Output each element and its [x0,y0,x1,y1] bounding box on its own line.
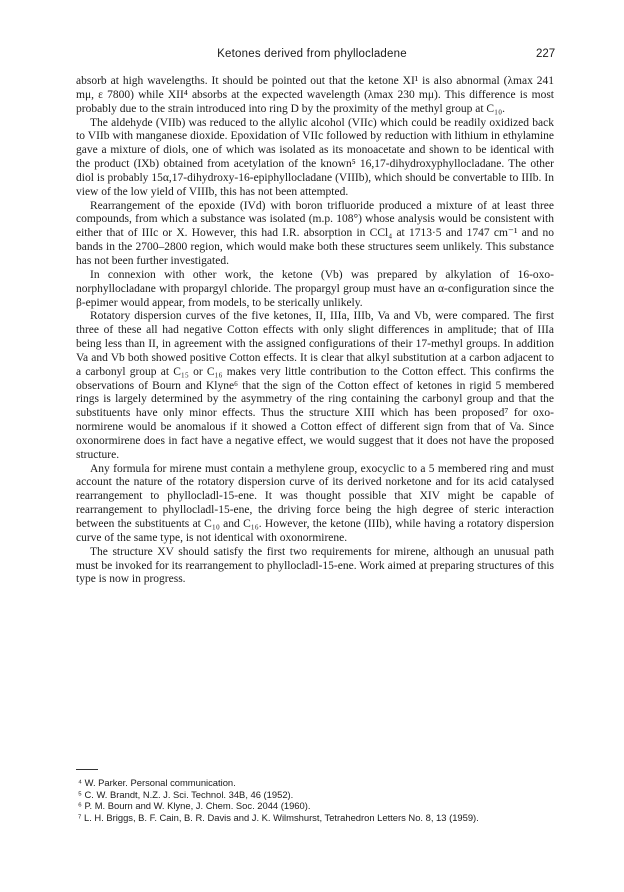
paragraph-6: Any formula for mirene must contain a methylene group, exocyclic to a 5 membered ring and must account the nature of the rotatory dispersion curve of its derived norketone and for its acid catalysed rearrangement to phyllocladl-15-ene. It was thought possible that XIV might be capable of rearrangement to phyllocladl-15-ene, the driving force being the high degree of steric interaction between the substituents at C₁₀ and C₁₆. However, the ketone (IIIb), while having a rotatory dispersion curve of the same type, is not identical with oxonormirene. [76,462,554,544]
footnotes [78,777,554,823]
footnote-6: ⁶ P. M. Bourn and W. Klyne, J. Chem. Soc. 2044 (1960). [78,800,311,811]
paragraph-3: Rearrangement of the epoxide (IVd) with boron trifluoride produced a mixture of at least three compounds, from which a substance was isolated (m.p. 108°) whose analysis would be consistent with either that of IIIc or X. However, this had I.R. absorption in CCl₄ at 1713·5 and 1747 cm⁻¹ and no bands in the 2700–2800 region, which would make both these structures seem unlikely. This substance has not been further investigated. [76,199,554,267]
footnote-rule [76,769,98,770]
article-body [76,75,554,587]
paragraph-4: In connexion with other work, the ketone (Vb) was prepared by alkylation of 16-oxo-norphyllocladane with propargyl chloride. The propargyl group must have an α-configuration since the β-epimer would appear, from models, to be sterically unlikely. [76,268,554,309]
page-number: 227 [536,48,556,60]
paragraph-5: Rotatory dispersion curves of the five ketones, II, IIIa, IIIb, Va and Vb, were compared. The first three of these all had negative Cotton effects with only slight differences in amplitude; that of IIIa being less than II, in agreement with the assigned configurations of their 17-methyl groups. In addition Va and Vb both showed positive Cotton effects. It is clear that alkyl substitution at a carbon adjacent to a carbonyl group at C₁₅ or C₁₆ makes very little contribution to the Cotton effect. This confirms the observations of Bourn and Klyne⁶ that the sign of the Cotton effect of ketones in rigid 5 membered rings is largely determined by the asymmetry of the ring containing the carbonyl group and that the substituents have only minor effects. Thus the structure XIII which has been proposed⁷ for oxo-normirene would be anomalous if it showed a Cotton effect of different sign from that of Va. Since oxonormirene does in fact have a negative effect, we would suggest that it does not have the proposed structure. [76,310,554,461]
paragraph-1: absorb at high wavelengths. It should be pointed out that the ketone XI¹ is also abnormal (λmax 241 mμ, ε 7800) while XII⁴ absorbs at the expected wavelength (λmax 230 mμ). This difference is most probably due to the strain introduced into ring D by the proximity of the methyl group at C₁₀. [76,75,554,115]
footnote-4: ⁴ W. Parker. Personal communication. [78,777,236,788]
paragraph-7: The structure XV should satisfy the first two requirements for mirene, although an unusual path must be invoked for its rearrangement to phyllocladl-15-ene. Work aimed at preparing structures of this type is now in progress. [76,545,554,586]
footnote-5: ⁵ C. W. Brandt, N.Z. J. Sci. Technol. 34B, 46 (1952). [78,788,294,800]
footnote-7: ⁷ L. H. Briggs, B. F. Cain, B. R. Davis and J. K. Wilmshurst, Tetrahedron Letters No. 8, 13 (1959). [78,811,479,823]
paragraph-2: The aldehyde (VIIb) was reduced to the allylic alcohol (VIIc) which could be readily oxidized back to VIIb with manganese dioxide. Epoxidation of VIIc followed by reduction with lithium in ethylamine gave a mixture of diols, one of which was isolated as its monoacetate and shown to be identical with the product (IXb) obtained from acetylation of the known⁵ 16,17-dihydroxyphyllocladane. The other diol is probably 15α,17-dihydroxy-16-epiphyllocladane (VIIIb), which should be convertable to IIIb. In view of the low yield of VIIIb, this has not been attempted. [76,116,554,198]
running-title: Ketones derived from phyllocladene [217,48,407,60]
